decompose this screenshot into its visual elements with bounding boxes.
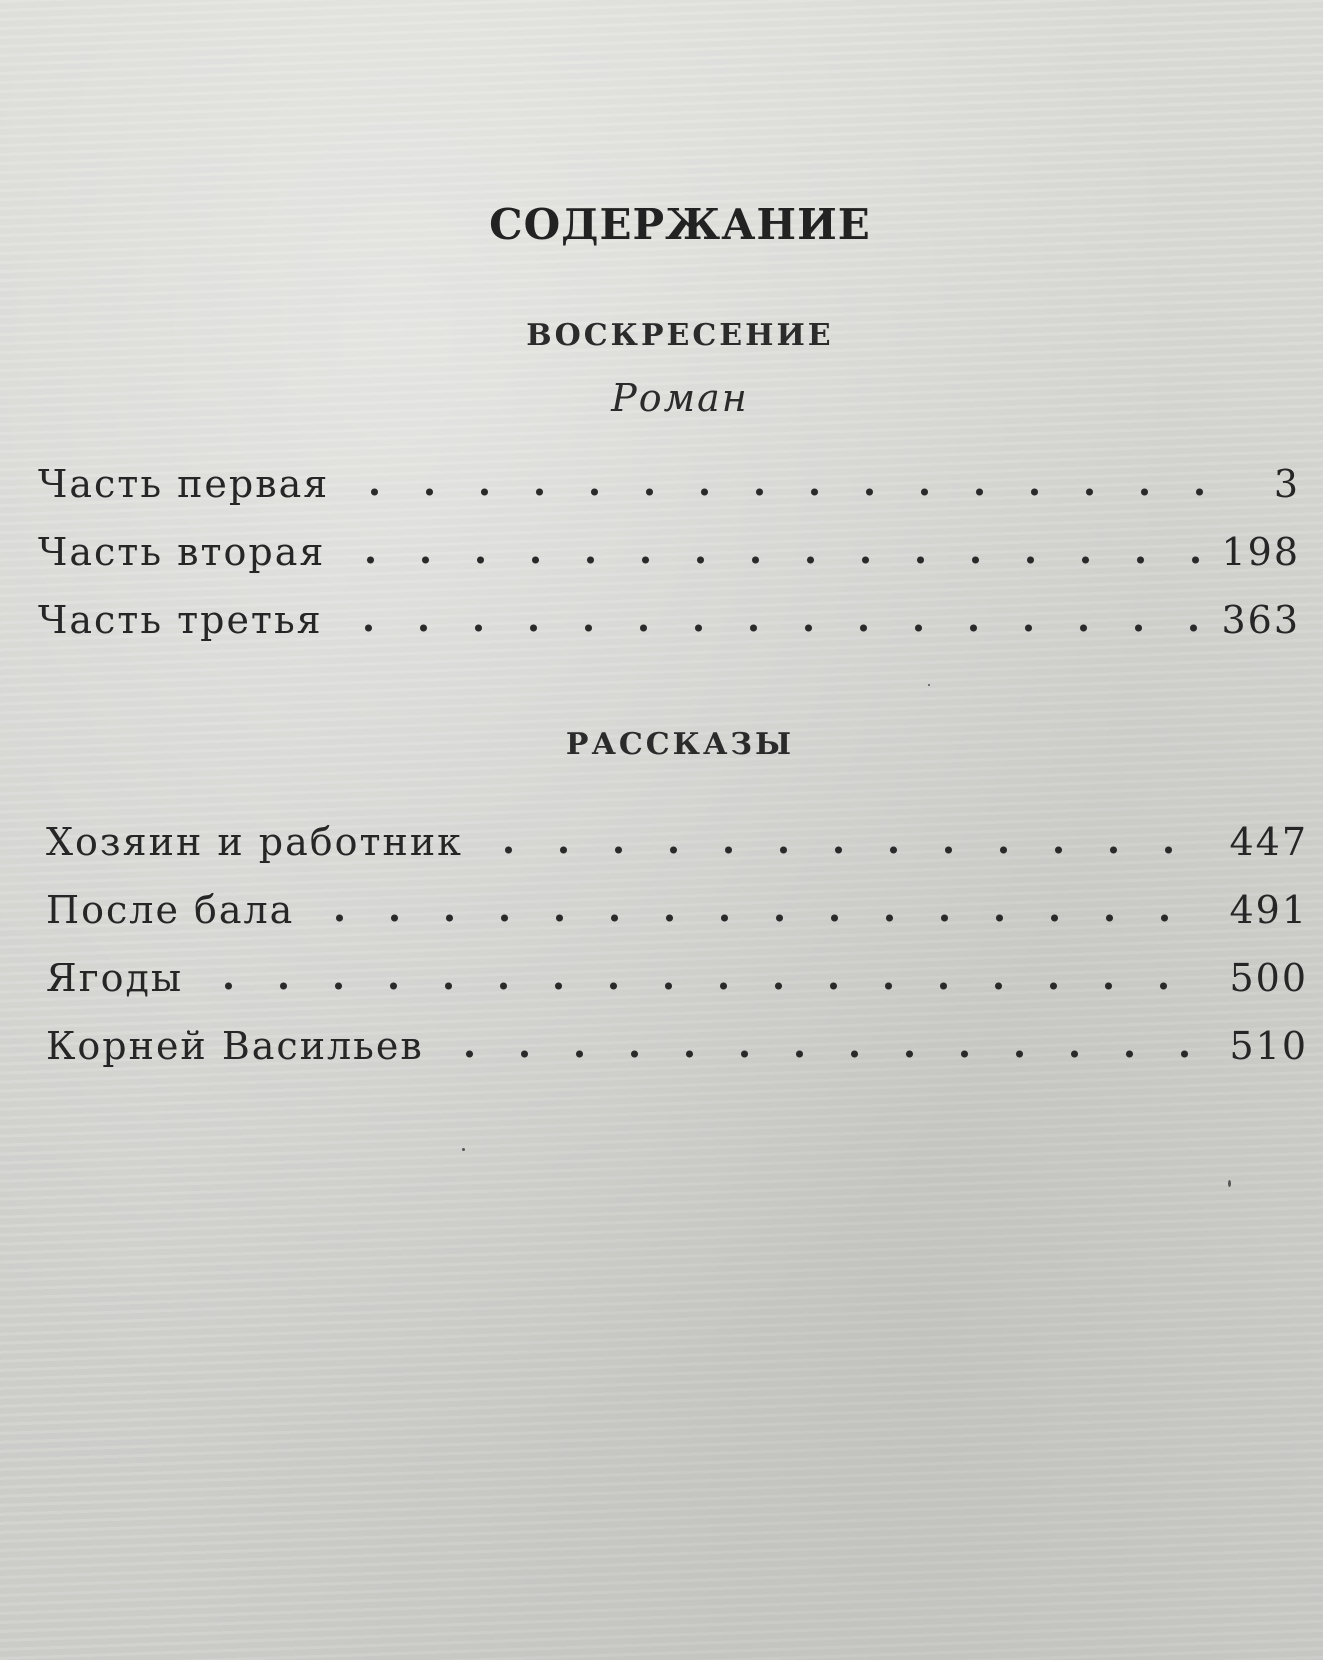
toc-entry-label: Часть вторая <box>38 530 326 574</box>
page-title: СОДЕРЖАНИЕ <box>489 200 871 249</box>
toc-entry <box>46 820 1308 864</box>
toc-entry-label: Корней Васильев <box>46 1024 424 1068</box>
toc-entry-page: 491 <box>1229 888 1308 932</box>
section-subtitle-novel: Роман <box>611 376 749 420</box>
toc-entry <box>46 888 1308 932</box>
toc-entry <box>46 956 1308 1000</box>
section-title-stories: РАССКАЗЫ <box>565 727 795 762</box>
toc-entry-page: 3 <box>1273 462 1300 506</box>
dot-leader <box>201 979 1214 993</box>
toc-entry-page: 447 <box>1229 820 1308 864</box>
section-title-novel: ВОСКРЕСЕНИЕ <box>526 318 834 353</box>
dot-leader <box>312 911 1214 925</box>
toc-entry-page: 500 <box>1229 956 1308 1000</box>
dot-leader <box>341 621 1206 635</box>
toc-entry <box>38 530 1300 574</box>
paper-speck <box>1228 1180 1231 1187</box>
dot-leader <box>481 843 1214 857</box>
toc-entry-label: Часть третья <box>38 598 323 642</box>
dot-leader <box>347 485 1206 499</box>
paper-speck <box>462 1148 465 1151</box>
toc-entry <box>38 462 1300 506</box>
toc-entry-page: 363 <box>1221 598 1300 642</box>
toc-entry-label: Часть первая <box>38 462 330 506</box>
toc-entry-label: После бала <box>46 888 295 932</box>
toc-entry-page: 510 <box>1229 1024 1308 1068</box>
dot-leader <box>343 553 1206 567</box>
toc-entry <box>46 1024 1308 1068</box>
dot-leader <box>442 1047 1214 1061</box>
toc-entry-page: 198 <box>1221 530 1300 574</box>
toc-entry-label: Хозяин и работник <box>46 820 463 864</box>
paper-speck <box>928 684 930 686</box>
toc-entry <box>38 598 1300 642</box>
toc-entry-label: Ягоды <box>46 956 184 1000</box>
